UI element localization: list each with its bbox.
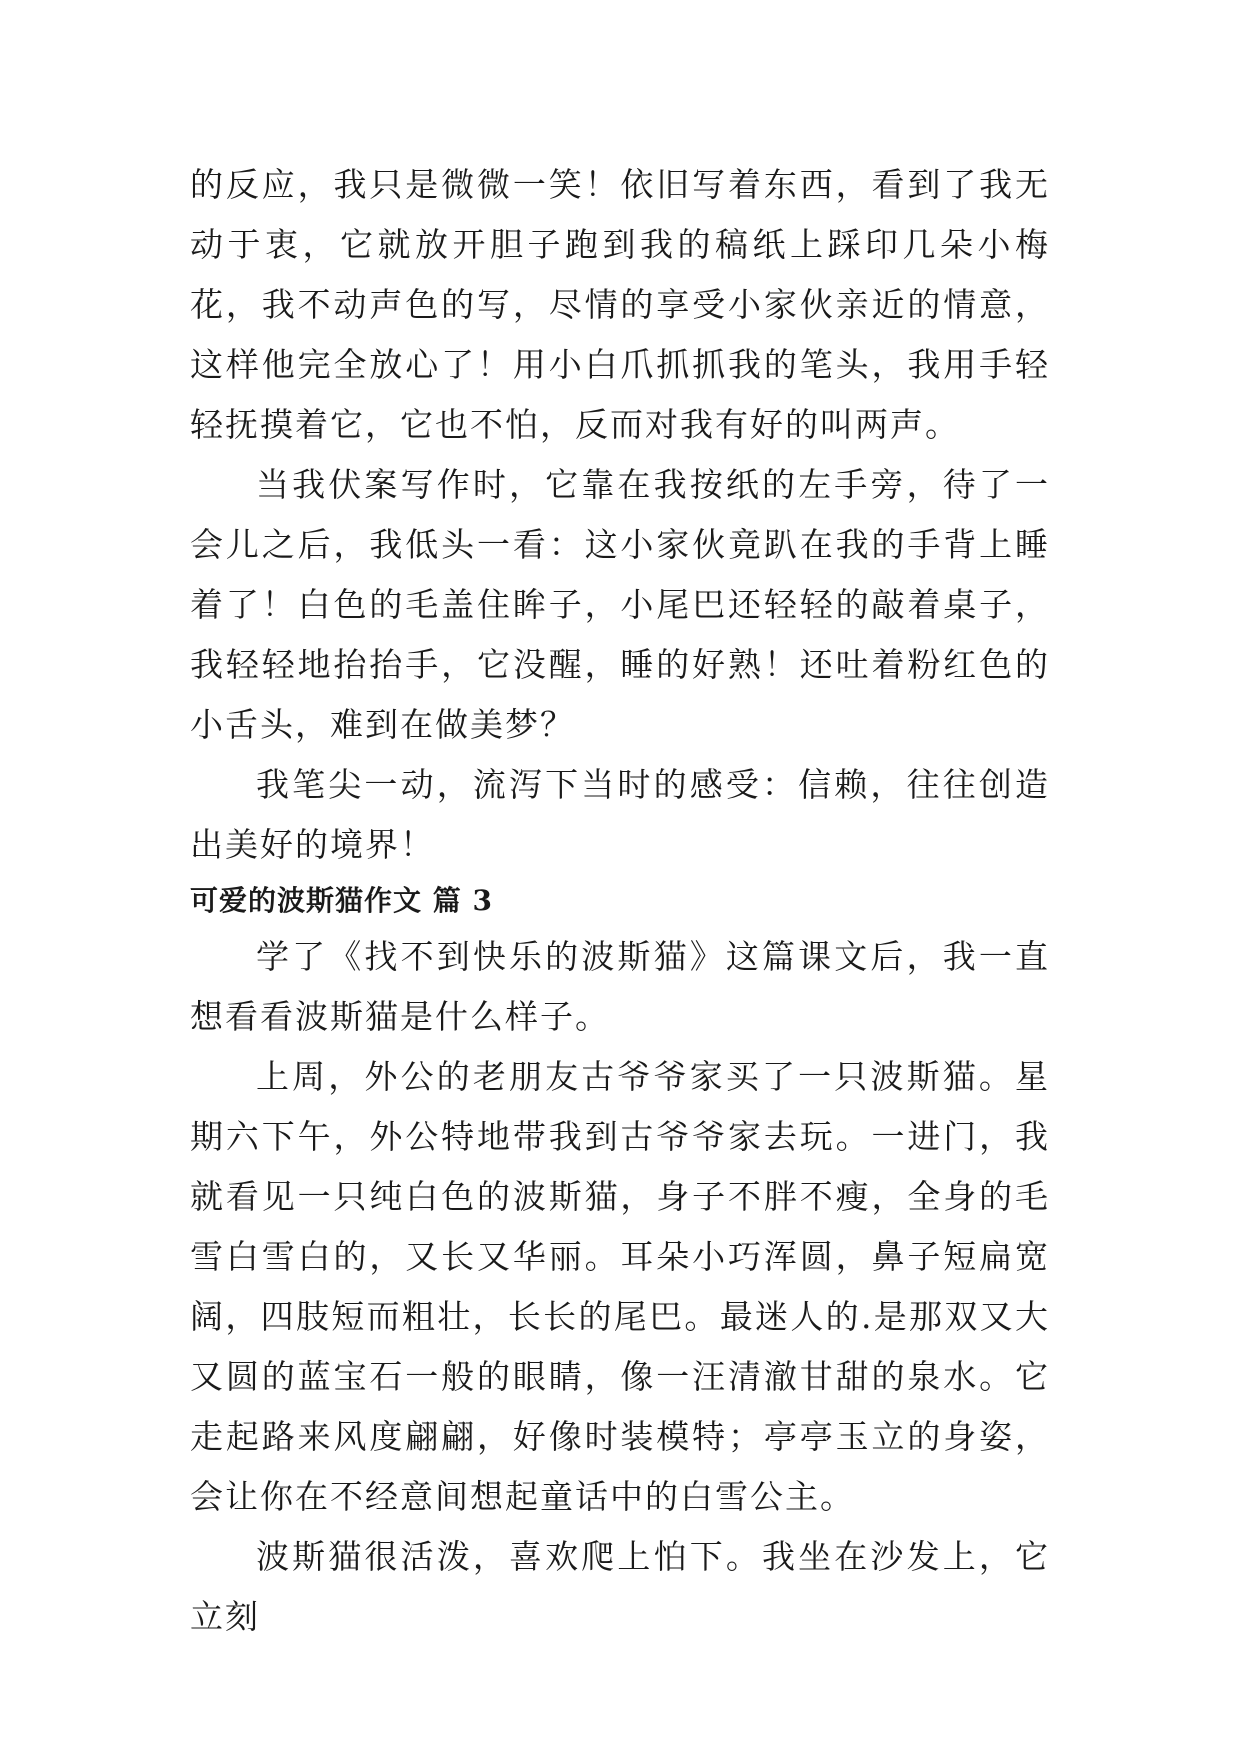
paragraph-3: 我笔尖一动，流泻下当时的感受：信赖，往往创造出美好的境界！ [190,765,1050,864]
section-title: 可爱的波斯猫作文 篇 3 [190,884,493,917]
paragraph-5: 上周，外公的老朋友古爷爷家买了一只波斯猫。星期六下午，外公特地带我到古爷爷家去玩。一进门，我就看见一只纯白色的波斯猫，身子不胖不瘦，全身的毛雪白雪白的，又长又华丽。耳朵小巧浑圆，鼻子短扁宽阔，四肢短而粗壮，长长的尾巴。最迷人的.是那双又大又圆的蓝宝石一般的眼睛，像一汪清澈甘甜的泉水。它走起路来风度翩翩，好像时装模特；亭亭玉立的身姿，会让你在不经意间想起童话中的白雪公主。 [190,1057,1050,1516]
document-page [190,155,1050,1647]
paragraph-6: 波斯猫很活泼，喜欢爬上怕下。我坐在沙发上，它立刻 [190,1537,1050,1636]
paragraph-4: 学了《找不到快乐的波斯猫》这篇课文后，我一直想看看波斯猫是什么样子。 [190,937,1050,1036]
paragraph-1: 的反应，我只是微微一笑！依旧写着东西，看到了我无动于衷，它就放开胆子跑到我的稿纸上踩印几朵小梅花，我不动声色的写，尽情的享受小家伙亲近的情意，这样他完全放心了！用小白爪抓抓我的笔头，我用手轻轻抚摸着它，它也不怕，反而对我有好的叫两声。 [190,165,1050,444]
paragraph-2: 当我伏案写作时，它靠在我按纸的左手旁，待了一会儿之后，我低头一看：这小家伙竟趴在我的手背上睡着了！白色的毛盖住眸子，小尾巴还轻轻的敲着桌子，我轻轻地抬抬手，它没醒，睡的好熟！还吐着粉红色的小舌头，难到在做美梦？ [190,465,1050,744]
